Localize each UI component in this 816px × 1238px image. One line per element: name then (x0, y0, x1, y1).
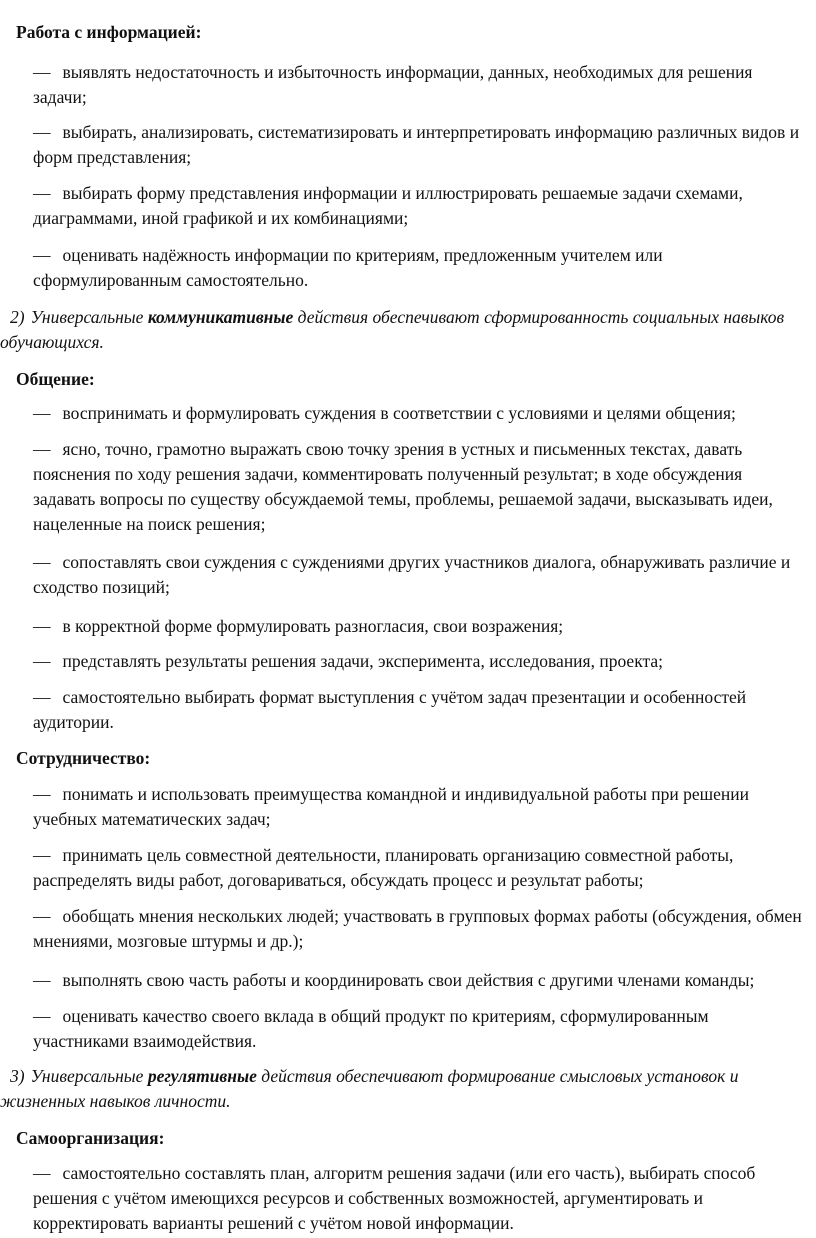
list-item (33, 649, 808, 674)
list-item (33, 401, 808, 426)
dash-bullet: — (33, 245, 51, 265)
dash-bullet: — (33, 403, 51, 423)
list-item-text: сопоставлять свои суждения с суждениями других участников диалога, обнаруживать различие и сходство позиций; (33, 552, 791, 597)
dash-bullet: — (33, 845, 51, 865)
dash-bullet: — (33, 970, 51, 990)
list-item (33, 550, 808, 600)
dash-bullet: — (33, 552, 51, 572)
intro-emphasis: коммуникативные (147, 307, 294, 327)
intro-text-end: действия обеспечивают формирование смысловых установок и жизненных навыков личности. (0, 1066, 739, 1111)
intro-text-end: действия обеспечивают сформированность социальных навыков обучающихся. (0, 307, 785, 352)
list-item (33, 243, 808, 293)
intro-number: 3) (10, 1066, 25, 1086)
dash-bullet: — (33, 616, 51, 636)
list-item-text: выбирать форму представления информации и иллюстрировать решаемые задачи схемами, диаграммами, иной графикой и их комбинациями; (33, 183, 743, 228)
list-item (33, 782, 808, 832)
section-heading-selforg: Самоорганизация: (16, 1128, 165, 1148)
list-item-text: ясно, точно, грамотно выражать свою точку зрения в устных и письменных текстах, давать пояснения по ходу решения задачи, комментировать полученный результат; в ходе обсуждения задавать вопросы по существу обсуждаемой темы, проблемы, решаемой задачи, высказывать идеи, нацеленные на поиск решения; (33, 439, 773, 534)
section-heading-cooperation: Сотрудничество: (16, 748, 151, 768)
dash-bullet: — (33, 784, 51, 804)
list-item-text: принимать цель совместной деятельности, планировать организацию совместной работы, распределять виды работ, договариваться, обсуждать процесс и результат работы; (33, 845, 734, 890)
intro-number: 2) (10, 307, 25, 327)
section-heading-info: Работа с информацией: (16, 22, 202, 42)
list-item-text: выбирать, анализировать, систематизировать и интерпретировать информацию различных видов и форм представления; (33, 122, 800, 167)
dash-bullet: — (33, 1006, 51, 1026)
list-item-text: самостоятельно выбирать формат выступления с учётом задач презентации и особенностей аудитории. (33, 687, 747, 732)
dash-bullet: — (33, 62, 51, 82)
section-heading-communication: Общение: (16, 369, 95, 389)
list-item (33, 120, 808, 170)
list-item (33, 437, 808, 537)
list-item-text: самостоятельно составлять план, алгоритм решения задачи (или его часть), выбирать способ решения с учётом имеющихся ресурсов и собственных возможностей, аргументировать и корректировать варианты решений с учётом новой информации. (33, 1163, 756, 1233)
intro-emphasis: регулятивные (147, 1066, 257, 1086)
intro-paragraph-communicative (0, 305, 808, 355)
list-item-text: оценивать надёжность информации по критериям, предложенным учителем или сформулированным самостоятельно. (33, 245, 663, 290)
list-item (33, 1004, 808, 1054)
dash-bullet: — (33, 906, 51, 926)
list-item-text: выявлять недостаточность и избыточность информации, данных, необходимых для решения задачи; (33, 62, 753, 107)
list-item (33, 843, 808, 893)
intro-text-start: Универсальные (30, 1066, 148, 1086)
intro-text-start: Универсальные (30, 307, 148, 327)
intro-paragraph-regulatory (0, 1064, 808, 1114)
list-item-text: обобщать мнения нескольких людей; участвовать в групповых формах работы (обсуждения, обмен мнениями, мозговые штурмы и др.); (33, 906, 802, 951)
list-item (33, 60, 808, 110)
list-item (33, 968, 808, 993)
list-item-text: выполнять свою часть работы и координировать свои действия с другими членами команды; (62, 970, 755, 990)
list-item (33, 1161, 808, 1236)
list-item-text: представлять результаты решения задачи, эксперимента, исследования, проекта; (62, 651, 663, 671)
list-item (33, 614, 808, 639)
list-item-text: воспринимать и формулировать суждения в соответствии с условиями и целями общения; (62, 403, 736, 423)
list-item-text: оценивать качество своего вклада в общий продукт по критериям, сформулированным участниками взаимодействия. (33, 1006, 709, 1051)
dash-bullet: — (33, 439, 51, 459)
list-item (33, 685, 808, 735)
dash-bullet: — (33, 1163, 51, 1183)
dash-bullet: — (33, 122, 51, 142)
dash-bullet: — (33, 183, 51, 203)
dash-bullet: — (33, 651, 51, 671)
list-item (33, 904, 808, 954)
dash-bullet: — (33, 687, 51, 707)
list-item-text: понимать и использовать преимущества командной и индивидуальной работы при решении учебных математических задач; (33, 784, 749, 829)
list-item-text: в корректной форме формулировать разногласия, свои возражения; (62, 616, 564, 636)
list-item (33, 181, 808, 231)
